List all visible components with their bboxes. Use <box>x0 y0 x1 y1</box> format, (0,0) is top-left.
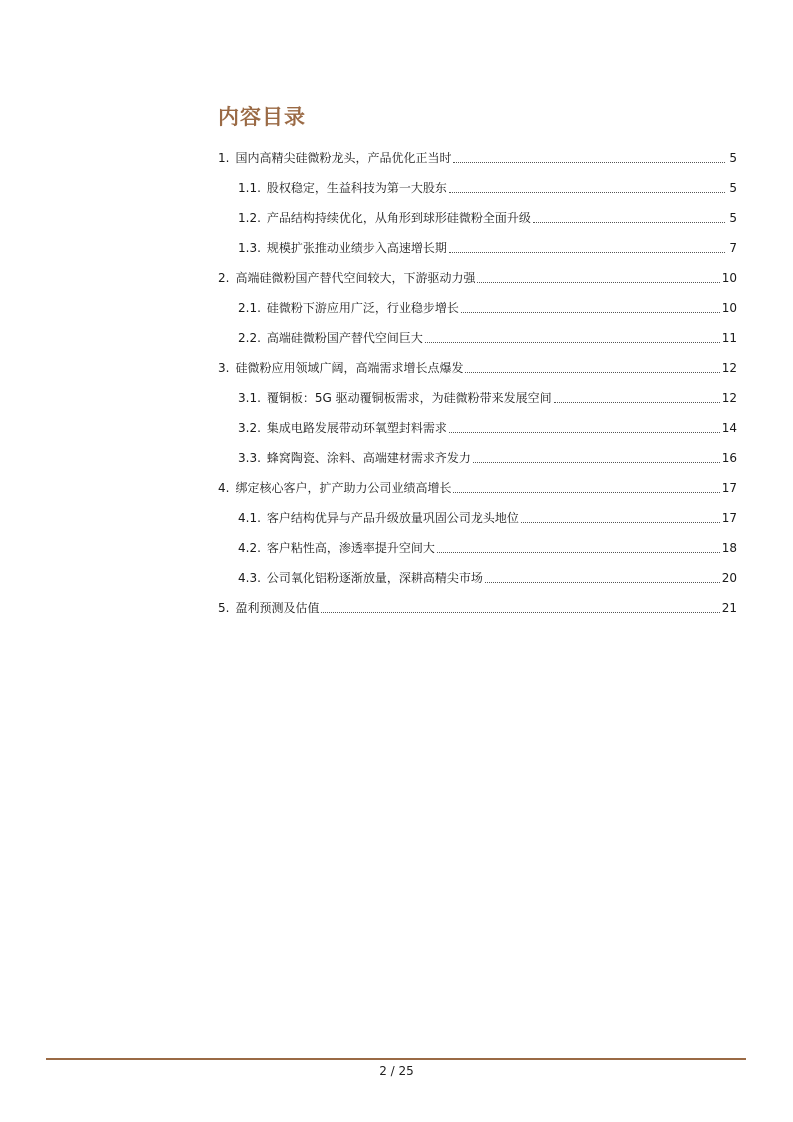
toc-entry-number: 1.1. <box>238 181 261 195</box>
toc-entry-text: 公司氧化铝粉逐渐放量，深耕高精尖市场 <box>266 571 483 585</box>
toc-entry-page: 16 <box>721 451 737 465</box>
toc-dot-leader <box>425 341 720 343</box>
toc-entry-3-2[interactable] <box>218 413 737 443</box>
toc-entry-text: 高端硅微粉国产替代空间巨大 <box>266 331 423 345</box>
toc-entry-number: 2.2. <box>238 331 261 345</box>
toc-entry-page: 20 <box>721 571 737 585</box>
toc-entry-2-2[interactable] <box>218 323 737 353</box>
toc-entry-page: 5 <box>729 211 737 225</box>
toc-entry-page: 21 <box>721 601 737 615</box>
footer-divider <box>46 1058 746 1060</box>
toc-dot-leader <box>473 461 720 463</box>
toc-entry-number: 3. <box>218 361 230 375</box>
toc-dot-leader <box>477 281 719 283</box>
toc-entry-4-3[interactable] <box>218 563 737 593</box>
toc-dot-leader <box>453 491 719 493</box>
toc-entry-number: 4.3. <box>238 571 261 585</box>
toc-dot-leader <box>453 161 725 163</box>
page-number: 2 / 25 <box>379 1064 414 1078</box>
toc-entry-page: 17 <box>721 511 737 525</box>
toc-entry-text: 国内高精尖硅微粉龙头，产品优化正当时 <box>235 151 452 165</box>
toc-entry-text: 集成电路发展带动环氧塑封料需求 <box>266 421 447 435</box>
toc-entry-text: 产品结构持续优化，从角形到球形硅微粉全面升级 <box>266 211 531 225</box>
toc-entry-number: 4.1. <box>238 511 261 525</box>
toc-entry-text: 覆铜板：5G 驱动覆铜板需求，为硅微粉带来发展空间 <box>266 391 552 405</box>
toc-entry-text: 规模扩张推动业绩步入高速增长期 <box>266 241 447 255</box>
toc-entry-number: 3.2. <box>238 421 261 435</box>
toc-entry-number: 3.1. <box>238 391 261 405</box>
toc-entry-page: 11 <box>721 331 737 345</box>
toc-entry-text: 硅微粉应用领域广阔，高端需求增长点爆发 <box>235 361 464 375</box>
toc-entry-page: 12 <box>721 391 737 405</box>
toc-entry-4[interactable] <box>218 473 737 503</box>
toc-entry-number: 4. <box>218 481 230 495</box>
toc-dot-leader <box>485 581 720 583</box>
toc-entry-page: 18 <box>721 541 737 555</box>
toc-entry-3-1[interactable] <box>218 383 737 413</box>
toc-entry-number: 1.2. <box>238 211 261 225</box>
toc-entry-number: 3.3. <box>238 451 261 465</box>
toc-dot-leader <box>465 371 719 373</box>
toc-entry-4-2[interactable] <box>218 533 737 563</box>
toc-entry-number: 2.1. <box>238 301 261 315</box>
toc-entry-text: 盈利预测及估值 <box>235 601 320 615</box>
toc-dot-leader <box>533 221 725 223</box>
toc-entry-text: 硅微粉下游应用广泛，行业稳步增长 <box>266 301 459 315</box>
toc-entry-page: 5 <box>729 151 737 165</box>
toc-dot-leader <box>449 431 720 433</box>
toc-entry-1-1[interactable] <box>218 173 737 203</box>
toc-entry-text: 绑定核心客户，扩产助力公司业绩高增长 <box>235 481 452 495</box>
toc-entry-number: 2. <box>218 271 230 285</box>
toc-entry-number: 4.2. <box>238 541 261 555</box>
toc-dot-leader <box>321 611 719 613</box>
toc-dot-leader <box>461 311 720 313</box>
toc-dot-leader <box>554 401 720 403</box>
toc-entry-text: 蜂窝陶瓷、涂料、高端建材需求齐发力 <box>266 451 471 465</box>
toc-title: 内容目录 <box>218 105 306 129</box>
toc-dot-leader <box>449 191 725 193</box>
toc-dot-leader <box>437 551 720 553</box>
toc-entry-5[interactable] <box>218 593 737 623</box>
toc-entry-3[interactable] <box>218 353 737 383</box>
toc-entry-2[interactable] <box>218 263 737 293</box>
toc-entry-page: 5 <box>729 181 737 195</box>
toc-dot-leader <box>449 251 725 253</box>
toc-entry-page: 10 <box>721 271 737 285</box>
toc-entry-3-3[interactable] <box>218 443 737 473</box>
table-of-contents <box>218 143 737 623</box>
toc-entry-number: 5. <box>218 601 230 615</box>
toc-entry-text: 客户结构优异与产品升级放量巩固公司龙头地位 <box>266 511 519 525</box>
toc-entry-1-2[interactable] <box>218 203 737 233</box>
toc-entry-4-1[interactable] <box>218 503 737 533</box>
toc-entry-page: 12 <box>721 361 737 375</box>
toc-entry-page: 10 <box>721 301 737 315</box>
toc-entry-number: 1.3. <box>238 241 261 255</box>
toc-entry-2-1[interactable] <box>218 293 737 323</box>
toc-entry-text: 客户粘性高，渗透率提升空间大 <box>266 541 435 555</box>
toc-entry-text: 股权稳定，生益科技为第一大股东 <box>266 181 447 195</box>
toc-entry-page: 17 <box>721 481 737 495</box>
toc-dot-leader <box>521 521 720 523</box>
toc-entry-page: 7 <box>729 241 737 255</box>
toc-entry-number: 1. <box>218 151 230 165</box>
toc-entry-1-3[interactable] <box>218 233 737 263</box>
toc-entry-text: 高端硅微粉国产替代空间较大，下游驱动力强 <box>235 271 476 285</box>
toc-entry-page: 14 <box>721 421 737 435</box>
toc-entry-1[interactable] <box>218 143 737 173</box>
